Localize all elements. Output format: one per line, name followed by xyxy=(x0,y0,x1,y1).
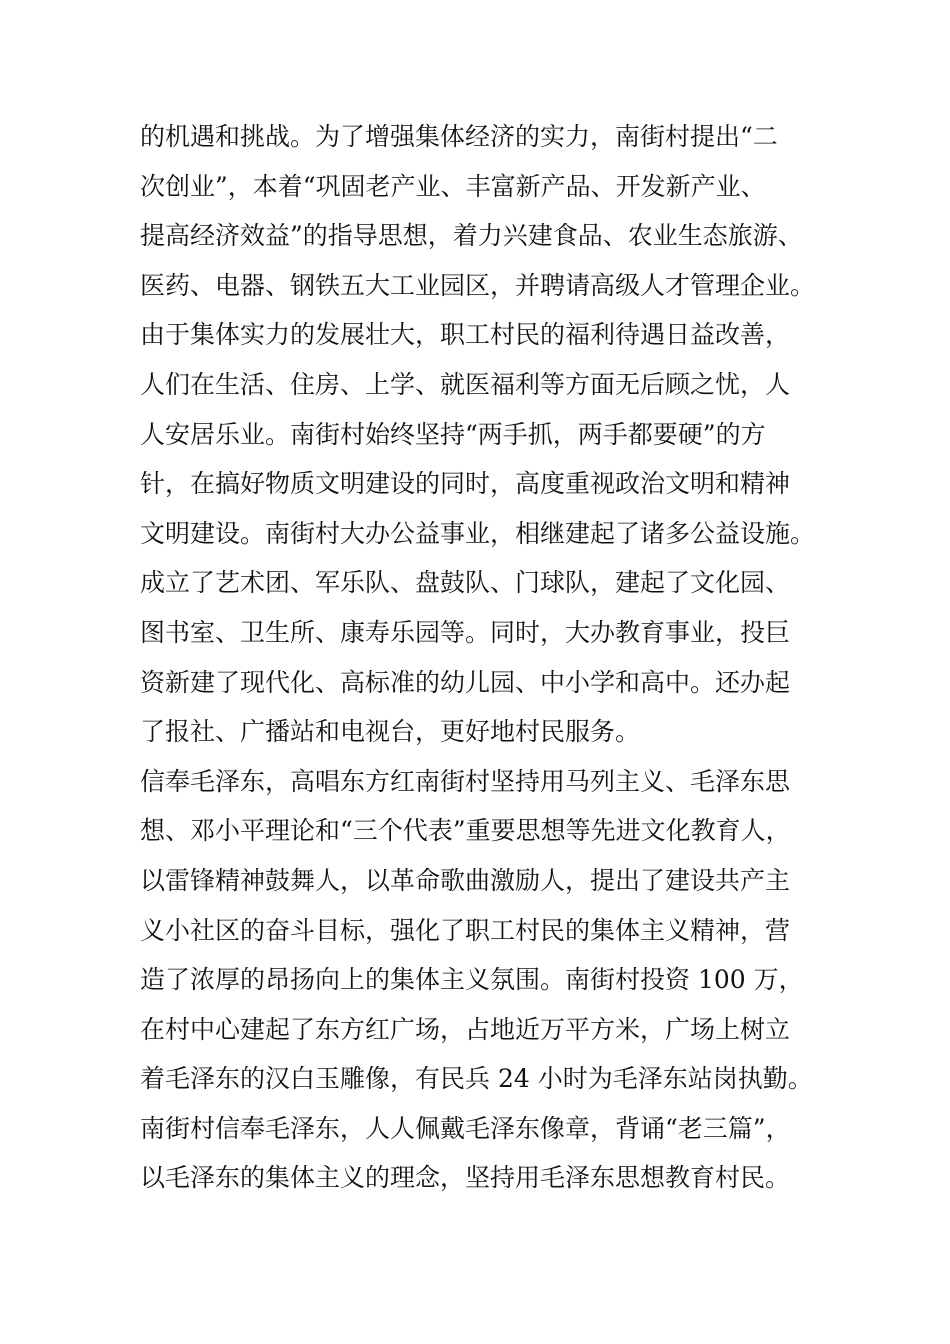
text-line: 想、邓小平理论和“三个代表”重要思想等先进文化教育人， xyxy=(140,816,791,846)
text-line: 义小社区的奋斗目标，强化了职工村民的集体主义精神，营 xyxy=(140,915,791,945)
text-line: 南街村信奉毛泽东，人人佩戴毛泽东像章，背诵“老三篇”， xyxy=(140,1113,791,1143)
text-line: 造了浓厚的昂扬向上的集体主义氛围。南街村投资 100 万， xyxy=(140,965,804,995)
text-line: 以雷锋精神鼓舞人，以革命歌曲激励人，提出了建设共产主 xyxy=(140,865,791,895)
text-line: 针，在搞好物质文明建设的同时，高度重视政治文明和精神 xyxy=(140,469,791,499)
text-line: 以毛泽东的集体主义的理念，坚持用毛泽东思想教育村民。 xyxy=(140,1163,791,1193)
text-line: 图书室、卫生所、康寿乐园等。同时，大办教育事业，投巨 xyxy=(140,617,791,647)
text-line: 信奉毛泽东，高唱东方红南街村坚持用马列主义、毛泽东思 xyxy=(140,766,791,796)
text-line: 着毛泽东的汉白玉雕像，有民兵 24 小时为毛泽东站岗执勤。 xyxy=(140,1064,813,1094)
text-line: 提高经济效益”的指导思想，着力兴建食品、农业生态旅游、 xyxy=(140,221,803,251)
text-line: 人安居乐业。南街村始终坚持“两手抓，两手都要硬”的方 xyxy=(140,419,766,449)
text-line: 人们在生活、住房、上学、就医福利等方面无后顾之忧，人 xyxy=(140,369,791,399)
text-line: 由于集体实力的发展壮大，职工村民的福利待遇日益改善， xyxy=(140,320,791,350)
text-line: 在村中心建起了东方红广场，占地近万平方米，广场上树立 xyxy=(140,1014,791,1044)
text-line: 次创业”，本着“巩固老产业、丰富新产品、开发新产业、 xyxy=(140,171,766,201)
text-line: 资新建了现代化、高标准的幼儿园、中小学和高中。还办起 xyxy=(140,667,791,697)
text-line: 医药、电器、钢铁五大工业园区，并聘请高级人才管理企业。 xyxy=(140,270,816,300)
text-line: 了报社、广播站和电视台，更好地村民服务。 xyxy=(140,717,641,747)
text-line: 文明建设。南街村大办公益事业，相继建起了诸多公益设施。 xyxy=(140,518,816,548)
body-text xyxy=(140,112,840,1203)
text-line: 成立了艺术团、军乐队、盘鼓队、门球队，建起了文化园、 xyxy=(140,568,791,598)
text-line: 的机遇和挑战。为了增强集体经济的实力，南街村提出“二 xyxy=(140,122,778,151)
